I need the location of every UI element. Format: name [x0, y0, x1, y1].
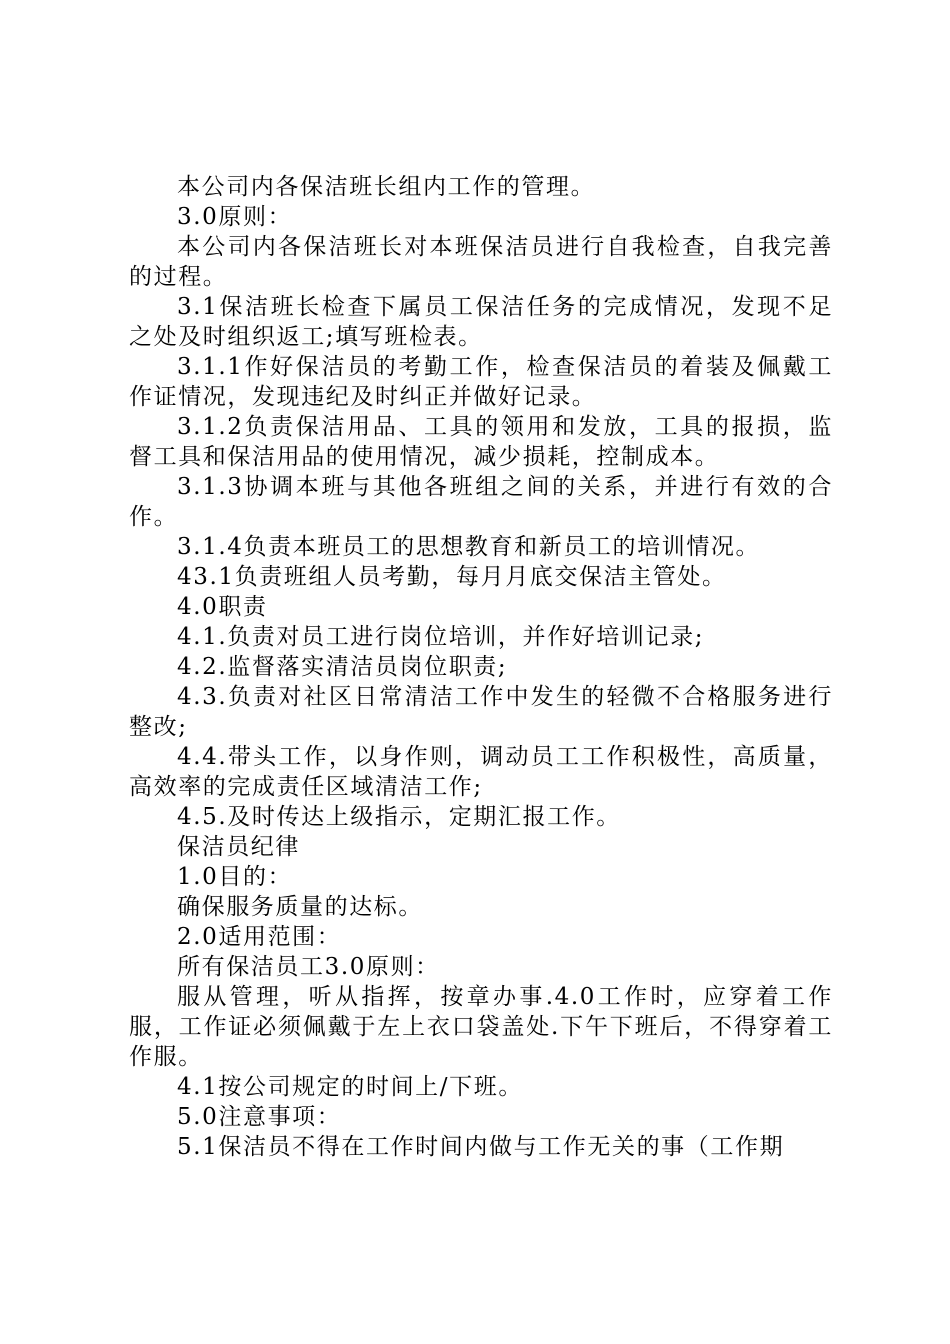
paragraph: 3.1保洁班长检查下属员工保洁任务的完成情况，发现不足之处及时组织返工;填写班检表。 [129, 294, 833, 350]
paragraph: 3.1.3协调本班与其他各班组之间的关系，并进行有效的合作。 [129, 474, 833, 530]
paragraph: 4.1.负责对员工进行岗位培训，并作好培训记录; [177, 624, 705, 650]
paragraph: 3.1.2负责保洁用品、工具的领用和发放，工具的报损，监督工具和保洁用品的使用情况，减少损耗，控制成本。 [129, 414, 833, 470]
section-heading: 2.0适用范围： [177, 924, 342, 950]
paragraph: 4.5.及时传达上级指示，定期汇报工作。 [177, 804, 621, 830]
paragraph: 5.1保洁员不得在工作时间内做与工作无关的事（工作期 [177, 1134, 785, 1160]
section-title: 保洁员纪律 [177, 834, 300, 860]
section-heading: 3.0原则： [177, 204, 293, 230]
paragraph: 4.2.监督落实清洁员岗位职责; [177, 654, 508, 680]
paragraph: 所有保洁员工3.0原则： [177, 954, 440, 980]
paragraph: 确保服务质量的达标。 [177, 894, 423, 920]
section-heading: 4.0职责 [177, 594, 268, 620]
paragraph: 4.1按公司规定的时间上/下班。 [177, 1074, 523, 1100]
paragraph: 43.1负责班组人员考勤，每月月底交保洁主管处。 [177, 564, 727, 590]
paragraph: 服从管理，听从指挥，按章办事.4.0工作时，应穿着工作服，工作证必须佩戴于左上衣口袋盖处.下午下班后，不得穿着工作服。 [129, 984, 833, 1070]
section-heading: 1.0目的： [177, 864, 293, 890]
paragraph: 本公司内各保洁班长组内工作的管理。 [177, 174, 596, 200]
document-body [129, 172, 833, 1162]
paragraph: 本公司内各保洁班长对本班保洁员进行自我检查，自我完善的过程。 [129, 234, 833, 290]
paragraph: 4.3.负责对社区日常清洁工作中发生的轻微不合格服务进行整改; [129, 684, 833, 740]
paragraph: 3.1.1作好保洁员的考勤工作，检查保洁员的着装及佩戴工作证情况，发现违纪及时纠正并做好记录。 [129, 354, 833, 410]
section-heading: 5.0注意事项： [177, 1104, 342, 1130]
paragraph: 3.1.4负责本班员工的思想教育和新员工的培训情况。 [177, 534, 761, 560]
paragraph: 4.4.带头工作，以身作则，调动员工工作积极性，高质量，高效率的完成责任区域清洁工作; [129, 744, 833, 800]
